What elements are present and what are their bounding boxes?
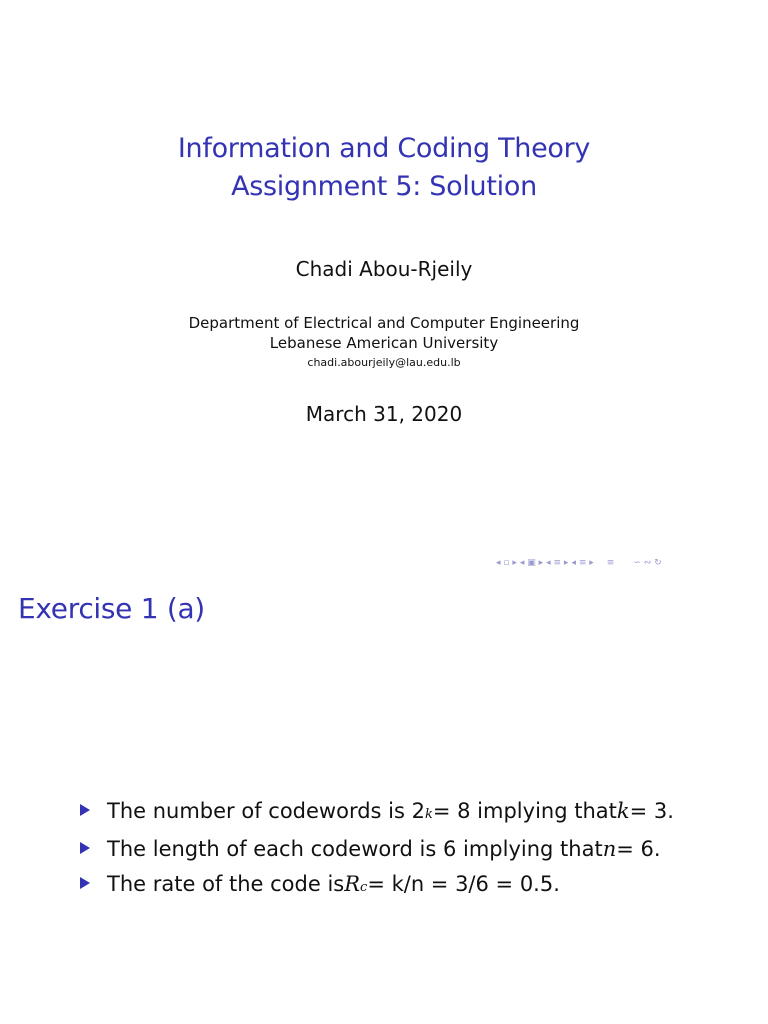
- frame-title: Exercise 1 (a): [18, 592, 205, 625]
- subsection-nav-icon[interactable]: ◂ ▣ ▸: [519, 558, 544, 568]
- triangle-bullet-icon: [80, 842, 90, 854]
- exercise-slide: [0, 578, 768, 1024]
- slide-title: [0, 130, 768, 206]
- appendix-nav-icon[interactable]: ≡: [606, 558, 615, 568]
- list-item: The number of codewords is 2 k = 8 implying that k = 3.: [80, 794, 674, 832]
- author-email: chadi.abourjeily@lau.edu.lb: [307, 356, 461, 369]
- document-nav-icon[interactable]: ◂ ≡ ▸: [571, 558, 594, 568]
- list-item: The rate of the code is R c = k/n = 3/6 = 0.5.: [80, 867, 674, 905]
- frame-nav-icon[interactable]: ◂ ▫ ▸: [496, 558, 517, 568]
- triangle-bullet-icon: [80, 877, 90, 889]
- search-back-icon[interactable]: ∽ ∾ ↻: [633, 558, 662, 568]
- list-item: The length of each codeword is 6 implying that n = 6.: [80, 832, 674, 867]
- affiliation: [0, 313, 768, 353]
- title-line-2: Assignment 5: Solution: [231, 171, 537, 202]
- beamer-navigation-bar: [496, 556, 762, 570]
- presentation-date: March 31, 2020: [305, 402, 463, 426]
- triangle-bullet-icon: [80, 804, 90, 816]
- title-line-1: Information and Coding Theory: [177, 133, 591, 164]
- author-name: Chadi Abou-Rjeily: [295, 257, 473, 281]
- bullet-list: [80, 794, 674, 905]
- department: Department of Electrical and Computer Engineering: [188, 314, 580, 332]
- section-nav-icon[interactable]: ◂ ≡ ▸: [546, 558, 569, 568]
- university: Lebanese American University: [269, 334, 499, 352]
